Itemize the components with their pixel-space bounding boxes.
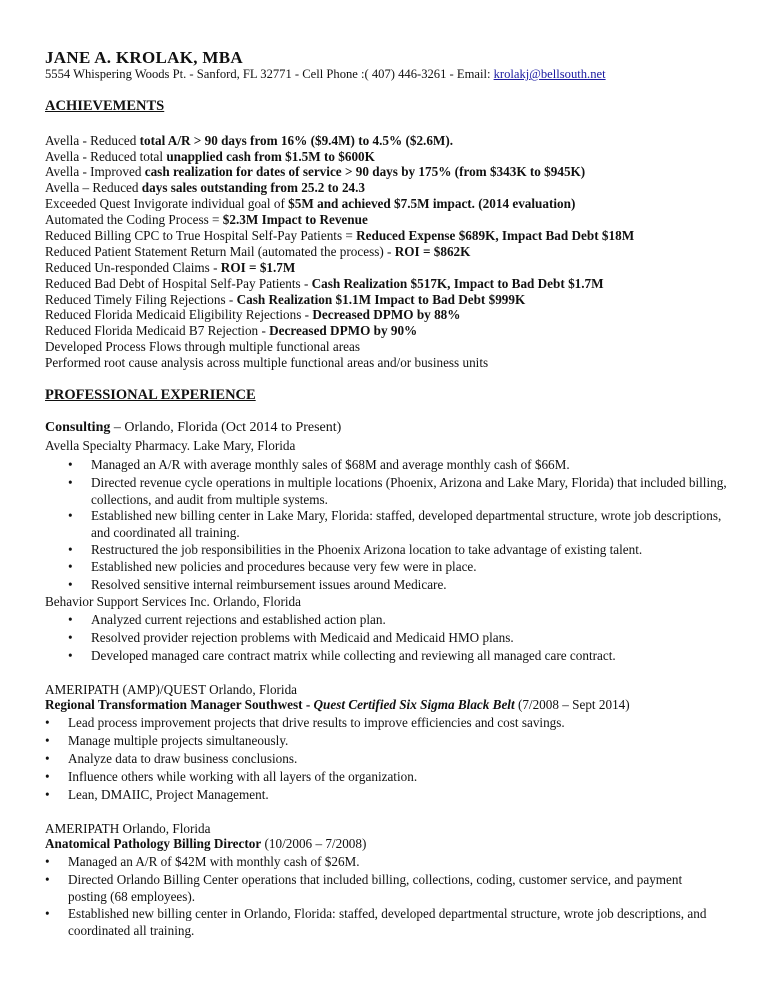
- bullet-icon: •: [68, 559, 73, 574]
- resume-page: JANE A. KROLAK, MBA 5554 Whispering Woods Pt. - Sanford, FL 32771 - Cell Phone :( 407) 446-3261 - Email: krolakj@bellsouth.net ACHIEVEMENTS Avella - Reduced total A/R > 90 days from 16% ($9.4M) to 4.5% ($2.6M). Avella - Reduced total unapplied cash from $1.5M to $600K Avella - Improved cash realization for dates of service > 90 days by 175% (from $343K to $945K) Avella – Reduced days sales outstanding from 25.2 to 24.3 Exceeded Quest Invigorate individual goal of $5M and achieved $7.5M impact. (2014 evaluation) Automated the Coding Process = $2.3M Impact to Revenue Reduced Billing CPC to True Hospital Self-Pay Patients = Reduced Expense $689K, Impact Bad Debt $18M Reduced Patient Statement Return Mail (automated the process) - ROI = $862K Reduced Un-responded Claims - ROI = $1.7M Reduced Bad Debt of Hospital Self-Pay Patients - Cash Realization $517K, Impact to Bad Debt $1.7M Reduced Timely Filing Rejections - Cash Realization $1.1M Impact to Bad Debt $999K Reduced Florida Medicaid Eligibility Rejections - Decreased DPMO by 88% Reduced Florida Medicaid B7 Rejection - Decreased DPMO by 90% Developed Process Flows through multiple functional areas Performed root cause analysis across multiple functional areas and/or business units PROFESSIONAL EXPERIENCE Consulting – Orlando, Florida (Oct 2014 to Present) Avella Specialty Pharmacy. Lake Mary, Florida • Managed an A/R with average monthly sales of $68M and average monthly cash of $66M. • Directed revenue cycle operations in multiple locations (Phoenix, Arizona and Lake Mary, Florida) that included billing, collections, and audit from multiple systems. • Established new billing center in Lake Mary, Florida: staffed, developed departmental structure, wrote job descriptions, and coordinated all training. • Restructured the job responsibilities in the Phoenix Arizona location to take advantage of existing talent. • Established new policies and procedures because very few were in place. • Resolved sensitive internal reimbursement issues around Medicare. Behavior Support Services Inc. Orlando, Florida • Analyzed current rejections and established action plan. • Resolved provider rejection problems with Medicaid and Medicaid HMO plans. • Developed managed care contract matrix while collecting and reviewing all managed care contract. AMERIPATH (AMP)/QUEST Orlando, Florida Regional Transformation Manager Southwest - Quest Certified Six Sigma Black Belt (7/2008 – Sept 2014) • Lead process improvement projects that drive results to improve efficiencies and cost savings. • Manage multiple projects simultaneously. • Analyze data to draw business conclusions. • Influence others while working with all layers of the organization. • Lean, DMAIIC, Project Management. AMERIPATH Orlando, Florida Anatomical Pathology Billing Director (10/2006 – 7/2008) • Managed an A/R of $42M with monthly cash of $26M. • Directed Orlando Billing Center operations that included billing, collections, coding, customer service, and payment posting (68 employees). • Established new billing center in Orlando, Florida: staffed, developed departmental structure, wrote job descriptions, and coordinated all training.: [45, 48, 727, 938]
- bullet-icon: •: [68, 612, 73, 627]
- achievement-item: Automated the Coding Process = $2.3M Impact to Revenue: [45, 212, 368, 227]
- contact-details: 5554 Whispering Woods Pt. - Sanford, FL 32771 - Cell Phone :( 407) 446-3261 - Email:: [45, 67, 494, 81]
- achievement-item: Developed Process Flows through multiple functional areas: [45, 339, 360, 354]
- bullet-icon: •: [68, 542, 73, 557]
- bullet-icon: •: [68, 577, 73, 592]
- ameripath-orlando-employer: AMERIPATH Orlando, Florida: [45, 821, 211, 836]
- bullet-icon: •: [45, 872, 50, 887]
- achievement-item: Reduced Un-responded Claims - ROI = $1.7M: [45, 260, 296, 275]
- achievement-item: Exceeded Quest Invigorate individual goal of $5M and achieved $7.5M impact. (2014 evaluation): [45, 196, 576, 211]
- avella-employer: Avella Specialty Pharmacy. Lake Mary, Florida: [45, 438, 296, 453]
- bullet-icon: •: [45, 906, 50, 921]
- bullet-icon: •: [68, 630, 73, 645]
- bullet-icon: •: [45, 769, 50, 784]
- bullet-icon: •: [45, 715, 50, 730]
- bullet-icon: •: [68, 457, 73, 472]
- achievement-item: Performed root cause analysis across multiple functional areas and/or business units: [45, 355, 489, 370]
- achievement-item: Avella – Reduced days sales outstanding from 25.2 to 24.3: [45, 180, 366, 195]
- achievements-heading: ACHIEVEMENTS: [45, 98, 165, 114]
- achievement-item: Reduced Timely Filing Rejections - Cash Realization $1.1M Impact to Bad Debt $999K: [45, 292, 526, 307]
- bullet-icon: •: [68, 508, 73, 523]
- bullet-icon: •: [45, 854, 50, 869]
- achievement-item: Reduced Bad Debt of Hospital Self-Pay Patients - Cash Realization $517K, Impact to Bad Debt $1.7M: [45, 276, 604, 291]
- achievement-item: Avella - Reduced total unapplied cash from $1.5M to $600K: [45, 149, 375, 164]
- achievement-item: Avella - Improved cash realization for dates of service > 90 days by 175% (from $343K to $945K): [45, 164, 586, 179]
- achievement-item: Reduced Billing CPC to True Hospital Self-Pay Patients = Reduced Expense $689K, Impact Bad Debt $18M: [45, 228, 635, 243]
- ameripath-quest-title: Regional Transformation Manager Southwest - Quest Certified Six Sigma Black Belt (7/2008 – Sept 2014): [45, 697, 630, 712]
- bullet-icon: •: [45, 787, 50, 802]
- achievement-item: Reduced Florida Medicaid Eligibility Rejections - Decreased DPMO by 88%: [45, 307, 461, 322]
- bullet-icon: •: [68, 475, 73, 490]
- ameripath-quest-employer: AMERIPATH (AMP)/QUEST Orlando, Florida: [45, 682, 298, 697]
- contact-line: [45, 66, 606, 82]
- achievement-item: Reduced Patient Statement Return Mail (automated the process) - ROI = $862K: [45, 244, 471, 259]
- achievement-item: Reduced Florida Medicaid B7 Rejection - Decreased DPMO by 90%: [45, 323, 418, 338]
- bullet-icon: •: [45, 733, 50, 748]
- experience-heading: PROFESSIONAL EXPERIENCE: [45, 387, 256, 403]
- ameripath-orlando-title: Anatomical Pathology Billing Director (10/2006 – 7/2008): [45, 836, 367, 851]
- bullet-icon: •: [45, 751, 50, 766]
- email-link[interactable]: krolakj@bellsouth.net: [493, 67, 606, 81]
- achievement-item: Avella - Reduced total A/R > 90 days from 16% ($9.4M) to 4.5% ($2.6M).: [45, 133, 454, 148]
- bullet-icon: •: [68, 648, 73, 663]
- behavior-employer: Behavior Support Services Inc. Orlando, Florida: [45, 594, 302, 609]
- consulting-heading: Consulting – Orlando, Florida (Oct 2014 to Present): [45, 420, 342, 435]
- candidate-name: JANE A. KROLAK, MBA: [45, 48, 243, 67]
